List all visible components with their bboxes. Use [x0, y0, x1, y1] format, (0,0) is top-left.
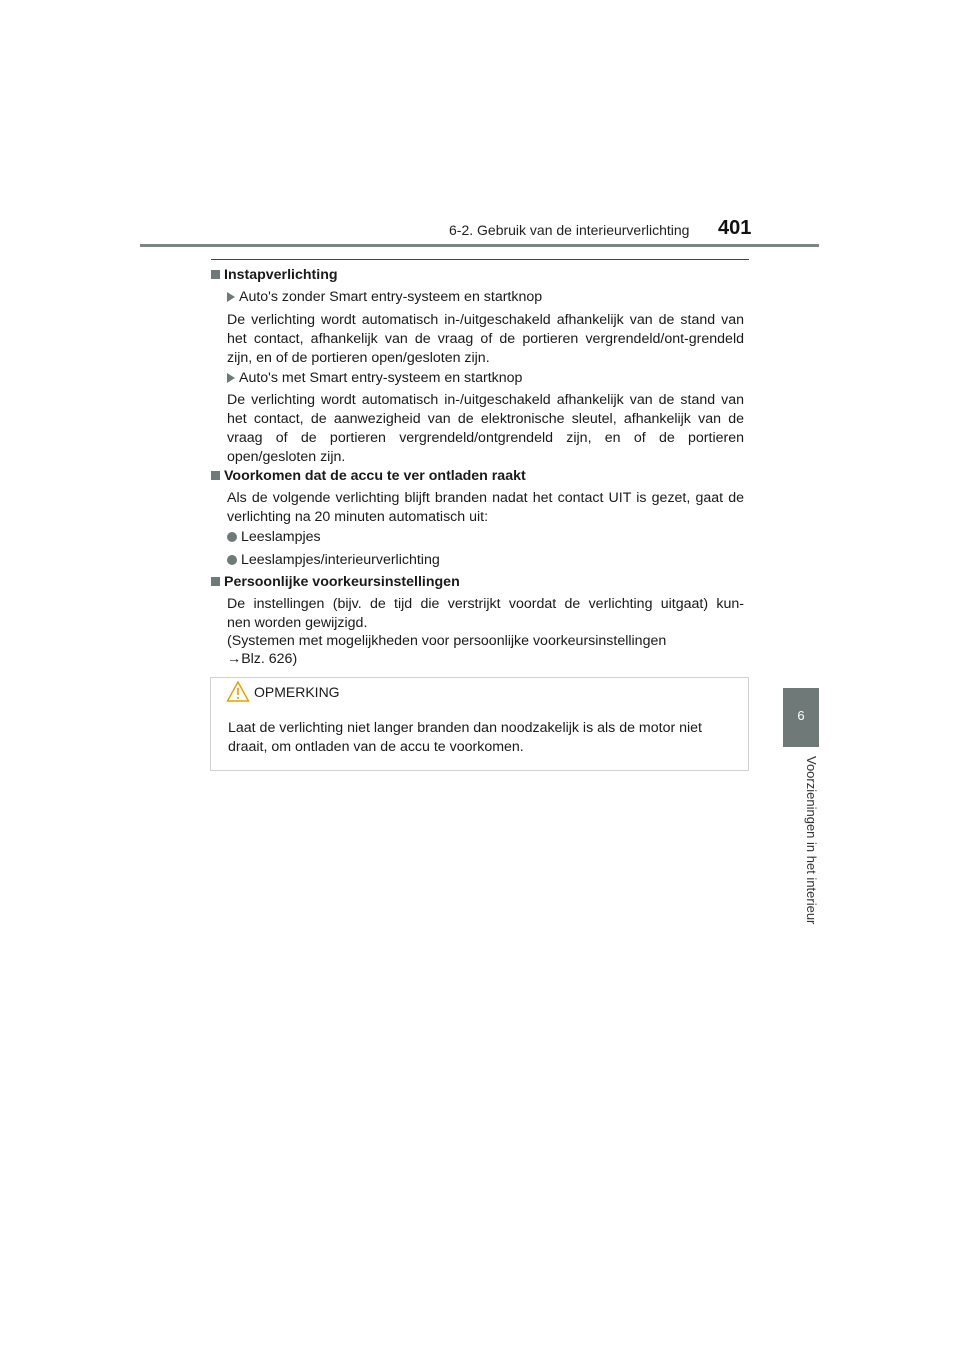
heading-accu — [211, 467, 526, 486]
paragraph-voorkeur-line1: De instellingen (bijv. de tijd die verstrijkt voordat de verlichting uitgaat) kun- — [227, 596, 744, 612]
arrow-icon: → — [227, 651, 242, 667]
list-item — [227, 528, 321, 547]
warning-triangle-icon — [226, 680, 250, 709]
paragraph-without-smart-entry: De verlichting wordt automatisch in-/uitgeschakeld afhankelijk van de stand van het contact, afhankelijk van de vraag of de portieren vergrendeld/ont-grendeld zijn, en of de portieren open/gesloten zijn. — [227, 312, 744, 366]
content-divider — [211, 259, 749, 260]
list-item-text: Leeslampjes/interieurverlichting — [241, 552, 440, 568]
paragraph-accu: Als de volgende verlichting blijft branden nadat het contact UIT is gezet, gaat de verlichting na 20 minuten automatisch uit: — [227, 490, 744, 525]
subheading-text: Auto's zonder Smart entry-systeem en startknop — [239, 289, 543, 305]
page-number: 401 — [718, 217, 752, 239]
section-title: 6-2. Gebruik van de interieurverlichting — [449, 222, 690, 238]
paragraph-with-smart-entry: De verlichting wordt automatisch in-/uitgeschakeld afhankelijk van de stand van het contact, de aanwezigheid van de elektronische sleutel, afhankelijk van de vraag of de portieren vergrendeld/ontgrendeld zijn, en of de portieren open/gesloten zijn. — [227, 392, 744, 465]
page-reference — [227, 650, 744, 669]
list-item — [227, 551, 440, 570]
round-bullet-icon — [227, 555, 237, 565]
paragraph-voorkeur-line2: nen worden gewijzigd. — [227, 615, 368, 631]
triangle-bullet-icon — [227, 373, 235, 383]
square-bullet-icon — [211, 471, 220, 480]
round-bullet-icon — [227, 532, 237, 542]
triangle-bullet-icon — [227, 292, 235, 302]
notice-title: OPMERKING — [254, 684, 340, 700]
notice-text: Laat de verlichting niet langer branden dan noodzakelijk is als de motor niet draait, om ontladen van de accu te voorkomen. — [228, 720, 702, 755]
heading-text: Instapverlichting — [224, 267, 338, 283]
subheading-text: Auto's met Smart entry-systeem en startknop — [239, 370, 523, 386]
list-item-text: Leeslampjes — [241, 529, 321, 545]
chapter-number: 6 — [797, 708, 805, 723]
subheading-with-smart-entry — [227, 369, 522, 388]
heading-instapverlichting — [211, 266, 338, 285]
header-divider — [140, 244, 819, 247]
page-reference-text: Blz. 626) — [241, 651, 298, 667]
subheading-without-smart-entry — [227, 288, 542, 307]
chapter-label: Voorzieningen in het interieur — [804, 756, 819, 925]
heading-text: Persoonlijke voorkeursinstellingen — [224, 574, 460, 590]
heading-text: Voorkomen dat de accu te ver ontladen raakt — [224, 468, 526, 484]
paragraph-voorkeur-line3: (Systemen met mogelijkheden voor persoonlijke voorkeursinstellingen — [227, 633, 667, 649]
heading-voorkeursinstellingen — [211, 573, 460, 592]
square-bullet-icon — [211, 577, 220, 586]
square-bullet-icon — [211, 270, 220, 279]
